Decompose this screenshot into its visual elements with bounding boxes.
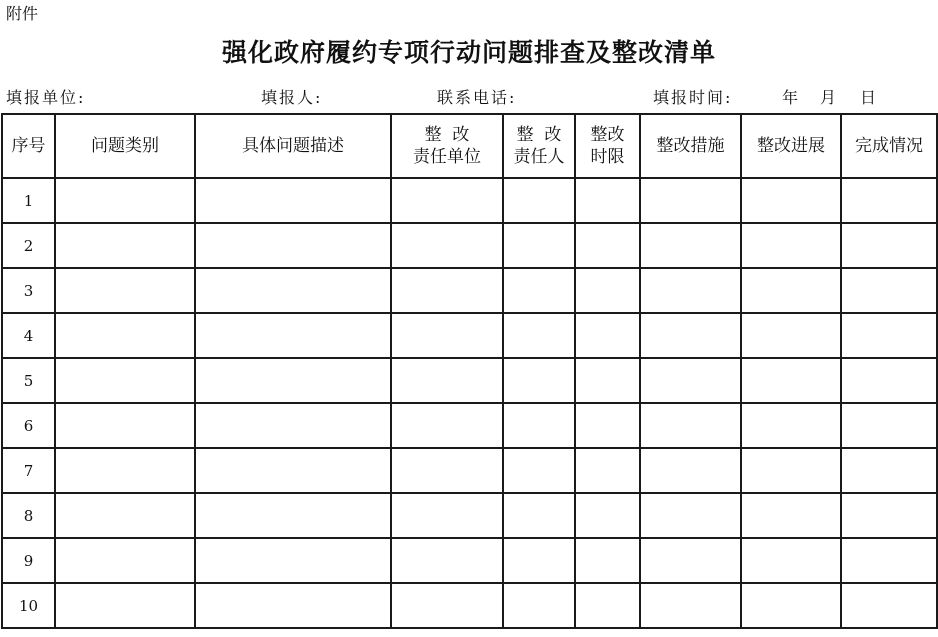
- col-header-text: 整改进展: [757, 136, 825, 156]
- table-cell-blank[interactable]: [741, 313, 841, 358]
- table-cell-blank[interactable]: [640, 223, 741, 268]
- table-cell-blank[interactable]: [503, 493, 575, 538]
- col-header-serial: [2, 114, 55, 178]
- table-cell-blank[interactable]: [741, 178, 841, 223]
- row-serial-number: 2: [2, 223, 55, 268]
- table-cell-blank[interactable]: [195, 178, 391, 223]
- table-cell-blank[interactable]: [741, 268, 841, 313]
- table-cell-blank[interactable]: [391, 538, 503, 583]
- table-cell-blank[interactable]: [841, 403, 937, 448]
- table-cell-blank[interactable]: [503, 583, 575, 628]
- table-cell-blank[interactable]: [503, 538, 575, 583]
- table-cell-blank[interactable]: [841, 178, 937, 223]
- table-cell-blank[interactable]: [741, 538, 841, 583]
- table-cell-blank[interactable]: [503, 403, 575, 448]
- table-cell-blank[interactable]: [55, 493, 195, 538]
- col-header-text: 整 改: [516, 125, 562, 145]
- table-header-row: [2, 114, 937, 178]
- table-cell-blank[interactable]: [195, 268, 391, 313]
- table-cell-blank[interactable]: [640, 403, 741, 448]
- table-cell-blank[interactable]: [391, 448, 503, 493]
- table-cell-blank[interactable]: [391, 223, 503, 268]
- col-header-responsible-person: [503, 114, 575, 178]
- fill-time-label: 填报时间:: [653, 88, 733, 107]
- attachment-label: 附件: [6, 4, 39, 23]
- table-cell-blank[interactable]: [575, 223, 640, 268]
- row-serial-number: 7: [2, 448, 55, 493]
- table-row: [2, 538, 937, 583]
- table-cell-blank[interactable]: [841, 268, 937, 313]
- table-cell-blank[interactable]: [741, 403, 841, 448]
- col-header-text: 问题类别: [91, 136, 159, 156]
- table-cell-blank[interactable]: [640, 268, 741, 313]
- table-cell-blank[interactable]: [575, 448, 640, 493]
- table-cell-blank[interactable]: [503, 178, 575, 223]
- table-cell-blank[interactable]: [503, 448, 575, 493]
- table-cell-blank[interactable]: [391, 583, 503, 628]
- table-cell-blank[interactable]: [195, 448, 391, 493]
- table-cell-blank[interactable]: [503, 358, 575, 403]
- table-cell-blank[interactable]: [575, 538, 640, 583]
- row-serial-number: 6: [2, 403, 55, 448]
- table-cell-blank[interactable]: [391, 493, 503, 538]
- table-cell-blank[interactable]: [391, 268, 503, 313]
- table-cell-blank[interactable]: [55, 448, 195, 493]
- table-row: [2, 223, 937, 268]
- table-row: [2, 178, 937, 223]
- month-label: 月: [820, 88, 839, 107]
- table-row: [2, 448, 937, 493]
- row-serial-number: 1: [2, 178, 55, 223]
- table-cell-blank[interactable]: [195, 223, 391, 268]
- table-cell-blank[interactable]: [575, 403, 640, 448]
- col-header-text: 序号: [11, 136, 46, 156]
- table-cell-blank[interactable]: [55, 538, 195, 583]
- day-label: 日: [860, 88, 879, 107]
- table-cell-blank[interactable]: [391, 403, 503, 448]
- col-header-text: 时限: [590, 147, 625, 167]
- table-cell-blank[interactable]: [503, 268, 575, 313]
- table-cell-blank[interactable]: [640, 448, 741, 493]
- col-header-progress: [741, 114, 841, 178]
- col-header-text: 整改: [590, 125, 625, 145]
- table-cell-blank[interactable]: [391, 358, 503, 403]
- table-cell-blank[interactable]: [575, 268, 640, 313]
- table-cell-blank[interactable]: [575, 358, 640, 403]
- rectification-table: [1, 113, 938, 629]
- col-header-text: 整改措施: [656, 136, 725, 156]
- row-serial-number: 4: [2, 313, 55, 358]
- table-cell-blank[interactable]: [575, 178, 640, 223]
- col-header-problem-category: [55, 114, 195, 178]
- table-cell-blank[interactable]: [195, 403, 391, 448]
- table-cell-blank[interactable]: [55, 223, 195, 268]
- table-cell-blank[interactable]: [195, 583, 391, 628]
- table-cell-blank[interactable]: [741, 493, 841, 538]
- table-cell-blank[interactable]: [741, 583, 841, 628]
- table-cell-blank[interactable]: [841, 358, 937, 403]
- table-row: [2, 358, 937, 403]
- col-header-completion: [841, 114, 937, 178]
- col-header-deadline: [575, 114, 640, 178]
- table-cell-blank[interactable]: [55, 268, 195, 313]
- table-cell-blank[interactable]: [640, 358, 741, 403]
- table-row: [2, 403, 937, 448]
- document-title: 强化政府履约专项行动问题排查及整改清单: [221, 38, 716, 67]
- table-cell-blank[interactable]: [841, 448, 937, 493]
- table-cell-blank[interactable]: [55, 403, 195, 448]
- table-cell-blank[interactable]: [841, 313, 937, 358]
- table-cell-blank[interactable]: [841, 223, 937, 268]
- table-row: [2, 493, 937, 538]
- table-cell-blank[interactable]: [640, 313, 741, 358]
- table-cell-blank[interactable]: [741, 223, 841, 268]
- table-cell-blank[interactable]: [391, 313, 503, 358]
- table-cell-blank[interactable]: [55, 358, 195, 403]
- col-header-text: 完成情况: [855, 136, 923, 156]
- filler-label: 填报人:: [261, 88, 323, 107]
- year-label: 年: [782, 88, 801, 107]
- fill-unit-label: 填报单位:: [6, 88, 86, 107]
- table-body: [2, 178, 937, 628]
- table-cell-blank[interactable]: [575, 583, 640, 628]
- col-header-text: 具体问题描述: [242, 136, 344, 156]
- row-serial-number: 9: [2, 538, 55, 583]
- table-cell-blank[interactable]: [841, 538, 937, 583]
- table-cell-blank[interactable]: [575, 313, 640, 358]
- col-header-text: 责任人: [513, 147, 565, 167]
- table-cell-blank[interactable]: [640, 583, 741, 628]
- table-cell-blank[interactable]: [741, 448, 841, 493]
- col-header-responsible-unit: [391, 114, 503, 178]
- table-cell-blank[interactable]: [55, 178, 195, 223]
- col-header-text: 整 改: [424, 125, 470, 145]
- table-cell-blank[interactable]: [503, 223, 575, 268]
- table-cell-blank[interactable]: [640, 493, 741, 538]
- table-cell-blank[interactable]: [195, 313, 391, 358]
- table-row: [2, 313, 937, 358]
- row-serial-number: 5: [2, 358, 55, 403]
- col-header-text: 责任单位: [413, 147, 481, 167]
- col-header-measures: [640, 114, 741, 178]
- table-row: [2, 583, 937, 628]
- table-cell-blank[interactable]: [575, 493, 640, 538]
- table-cell-blank[interactable]: [741, 358, 841, 403]
- table-cell-blank[interactable]: [841, 583, 937, 628]
- table-cell-blank[interactable]: [640, 178, 741, 223]
- row-serial-number: 3: [2, 268, 55, 313]
- phone-label: 联系电话:: [437, 88, 517, 107]
- row-serial-number: 10: [2, 583, 55, 628]
- table-cell-blank[interactable]: [195, 493, 391, 538]
- table-cell-blank[interactable]: [55, 313, 195, 358]
- col-header-problem-description: [195, 114, 391, 178]
- table-cell-blank[interactable]: [503, 313, 575, 358]
- row-serial-number: 8: [2, 493, 55, 538]
- table-cell-blank[interactable]: [55, 583, 195, 628]
- table-cell-blank[interactable]: [195, 538, 391, 583]
- table-cell-blank[interactable]: [391, 178, 503, 223]
- table-cell-blank[interactable]: [841, 493, 937, 538]
- table-cell-blank[interactable]: [195, 358, 391, 403]
- table-cell-blank[interactable]: [640, 538, 741, 583]
- table-row: [2, 268, 937, 313]
